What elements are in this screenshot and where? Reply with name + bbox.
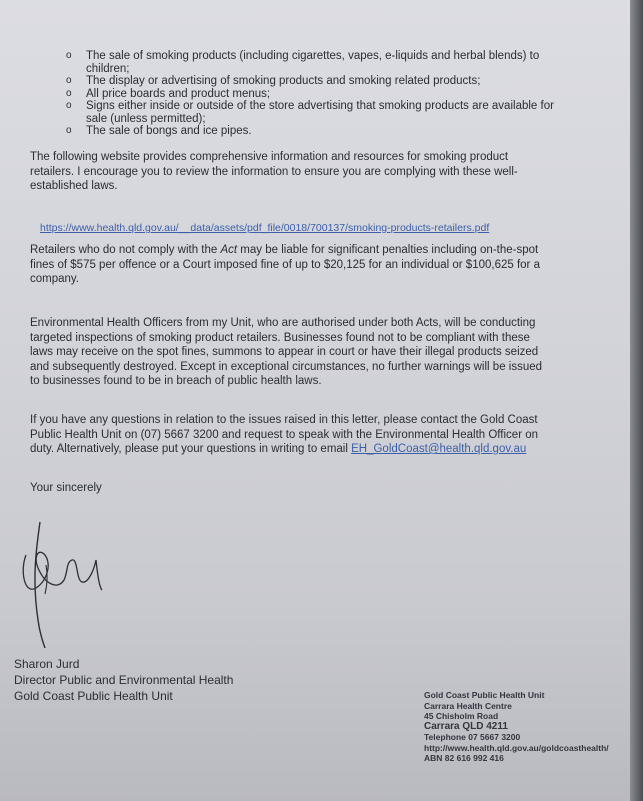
address-line: http://www.health.qld.gov.au/goldcoasthealth/ <box>424 742 609 753</box>
act-emphasis: Act <box>220 244 238 256</box>
bullet-icon: o <box>66 100 72 111</box>
signature-image <box>18 510 128 650</box>
bullet-icon: o <box>66 75 72 86</box>
list-item: o Signs either inside or outside of the store advertising that smoking products are available for sale (unless permitted); <box>66 100 554 125</box>
page-edge <box>630 0 643 801</box>
address-line: Carrara QLD 4211 <box>424 720 508 732</box>
questions-paragraph: If you have any questions in relation to the issues raised in this letter, please contact the Gold Coast Public Health Unit on (07) 5667 3200 and request to speak with the Environmental Health Officer on duty. Alternatively, please put your questions in writing to email EH_GoldCoast@health.qld.gov.au <box>30 414 539 455</box>
address-line: Gold Coast Public Health Unit <box>424 690 545 700</box>
address-line: ABN 82 616 992 416 <box>424 753 504 763</box>
bullet-icon: o <box>66 87 72 99</box>
penalties-paragraph: Retailers who do not comply with the Act may be liable for significant penalties including on-the-spot fines of $575 per offence or a Court imposed fine of up to $20,125 for an individual or $100,625 for a company. <box>30 244 540 285</box>
signatory-name: Sharon Jurd <box>14 657 80 671</box>
list-item: o The display or advertising of smoking products and smoking related products; <box>66 75 481 87</box>
list-item: o All price boards and product menus; <box>66 87 271 100</box>
address-line: Telephone 07 5667 3200 <box>424 732 521 742</box>
list-item: o The sale of bongs and ice pipes. <box>66 125 252 137</box>
list-item: o The sale of smoking products (including cigarettes, vapes, e-liquids and herbal blends) to children; <box>66 50 540 75</box>
website-intro: The following website provides comprehensive information and resources for smoking product retailers. I encourage you to review the information to ensure you are complying with these well-established laws. <box>30 151 518 192</box>
inspections-paragraph: Environmental Health Officers from my Unit, who are authorised under both Acts, will be conducting targeted inspections of smoking product retailers. Businesses found not to be compliant with these laws may receive on the spot fines, summons to appear in court or have their illegal products seized and subsequently destroyed. Except in exceptional circumstances, no further warnings will be issued to businesses found to be in breach of public health laws. <box>30 317 543 387</box>
unit-address <box>424 690 609 764</box>
signatory-block <box>14 656 233 704</box>
address-line: 45 Chisholm Road <box>424 711 499 721</box>
signatory-title: Director Public and Environmental Health <box>14 673 234 687</box>
email-link[interactable]: EH_GoldCoast@health.qld.gov.au <box>351 443 527 455</box>
requirements-list <box>66 50 556 138</box>
bullet-icon: o <box>66 125 72 136</box>
closing: Your sincerely <box>30 482 102 494</box>
signatory-unit: Gold Coast Public Health Unit <box>14 689 173 703</box>
bullet-icon: o <box>66 50 72 61</box>
website-link[interactable]: https://www.health.qld.gov.au/__data/assets/pdf_file/0018/700137/smoking-products-retailers.pdf <box>40 222 490 234</box>
address-line: Carrara Health Centre <box>424 700 512 711</box>
